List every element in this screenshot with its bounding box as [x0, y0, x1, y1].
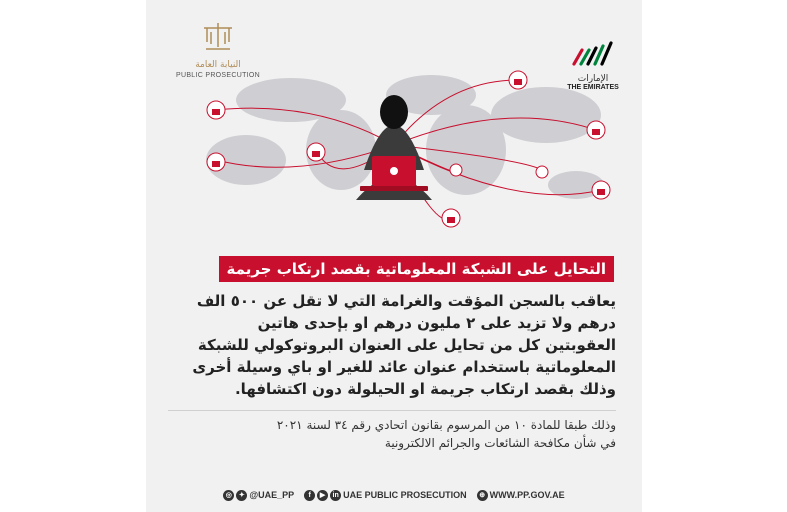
youtube-icon[interactable]: ▶ [317, 490, 328, 501]
footer [146, 488, 642, 502]
public-prosecution-name-ar: النيابة العامة [195, 60, 241, 70]
body-line: العقوبتين كل من تحايل على العنوان البروتوكولي للشبكة [197, 336, 616, 354]
reference-line: وذلك طبقا للمادة ١٠ من المرسوم بقانون اتحادي رقم ٣٤ لسنة ٢٠٢١ [276, 418, 616, 432]
law-description [168, 290, 616, 400]
body-line: وذلك بقصد ارتكاب جريمة او الحيلولة دون اكتشافها. [234, 380, 616, 398]
website-group[interactable] [477, 490, 565, 501]
social-handle-group[interactable] [223, 490, 294, 501]
linkedin-icon[interactable]: in [330, 490, 341, 501]
legal-reference [277, 416, 616, 452]
twitter-icon[interactable]: ✦ [236, 490, 247, 501]
public-prosecution-name-en: PUBLIC PROSECUTION [176, 72, 260, 79]
social-handle[interactable]: @UAE_PP [249, 490, 295, 500]
globe-icon[interactable]: ⊕ [477, 490, 488, 501]
instagram-icon[interactable]: ◎ [223, 490, 234, 501]
infographic-card [146, 0, 642, 512]
scales-icon [198, 20, 238, 54]
divider [168, 410, 616, 411]
page-title: التحايل على الشبكة المعلوماتية بقصد ارتكاب جريمة [219, 256, 614, 282]
facebook-icon[interactable]: f [304, 490, 315, 501]
emirates-name-ar: الإمارات [577, 74, 609, 84]
body-line: المعلوماتية باستخدام عنوان عائد للغير او باي وسيلة أخرى [192, 358, 616, 376]
website-link[interactable]: WWW.PP.GOV.AE [489, 490, 565, 500]
org-name-group[interactable] [304, 490, 467, 501]
body-line: درهم ولا تزيد على ٢ مليون درهم او بإحدى هاتين [257, 314, 616, 332]
emirates-name-en: THE EMIRATES [567, 84, 619, 91]
org-name[interactable]: UAE PUBLIC PROSECUTION [343, 490, 467, 500]
reference-line: في شأن مكافحة الشائعات والجرائم الالكترونية [384, 436, 616, 450]
world-network-illustration [146, 60, 642, 260]
body-line: يعاقب بالسجن المؤقت والغرامة التي لا تقل عن ٥٠٠ الف [196, 292, 616, 310]
